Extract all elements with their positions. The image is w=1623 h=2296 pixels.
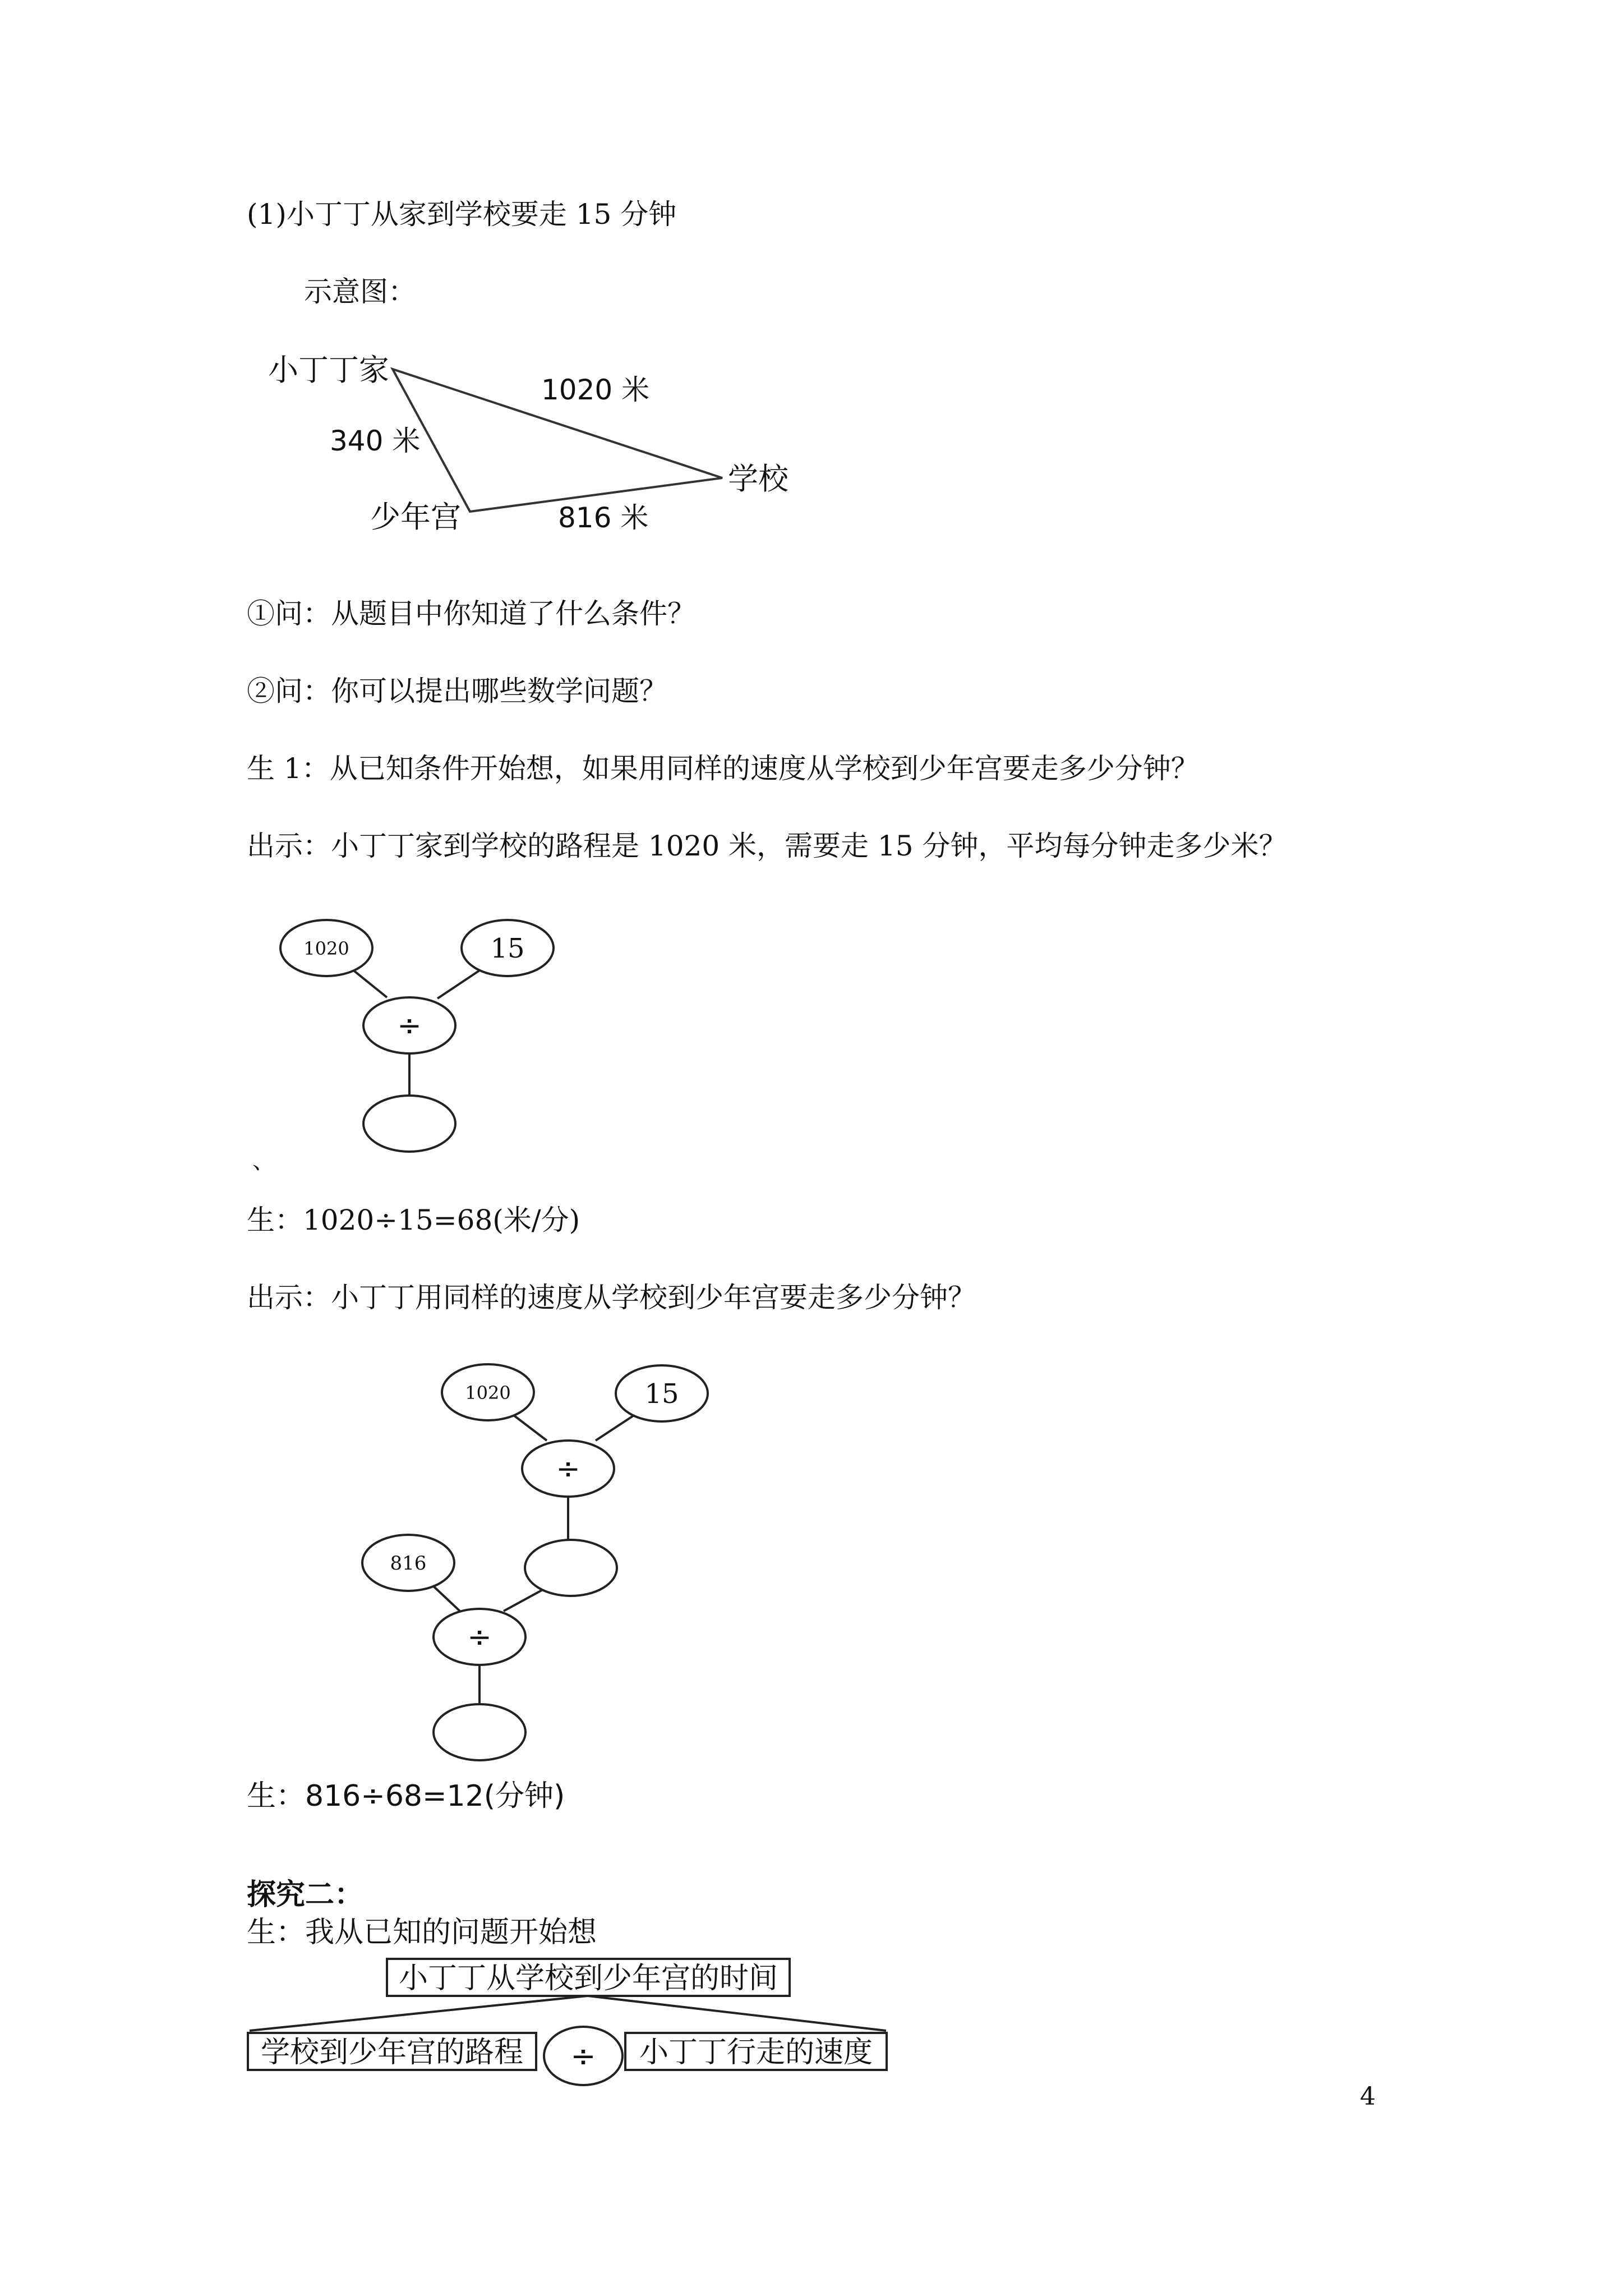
show-1: 出示：小丁丁家到学校的路程是 1020 米，需要走 15 分钟，平均每分钟走多少米？ bbox=[247, 830, 1287, 862]
palace-label: 少年宫 bbox=[370, 499, 461, 535]
page-number: 4 bbox=[1360, 2082, 1376, 2111]
tree2-operator-1: ÷ bbox=[556, 1452, 580, 1486]
tree2-value-1020: 1020 bbox=[465, 1382, 511, 1404]
tree1-value-1020: 1020 bbox=[303, 938, 349, 959]
section-2-title: 探究二： bbox=[247, 1878, 364, 1912]
home-school-distance: 1020 米 bbox=[541, 374, 650, 406]
tree2-value-816: 816 bbox=[390, 1552, 427, 1575]
tree2-value-15: 15 bbox=[644, 1378, 679, 1410]
question-1: ①问：从题目中你知道了什么条件？ bbox=[247, 597, 695, 630]
problem-title: (1)小丁丁从家到学校要走 15 分钟 bbox=[247, 198, 677, 231]
school-label: 学校 bbox=[728, 461, 789, 496]
home-label: 小丁丁家 bbox=[268, 352, 389, 388]
home-palace-distance: 340 米 bbox=[330, 425, 421, 457]
tree1-value-15: 15 bbox=[490, 933, 525, 964]
analysis-left-box: 学校到少年宫的路程 bbox=[247, 2032, 537, 2071]
tree2-operator-2: ÷ bbox=[467, 1621, 492, 1654]
stray-mark: 、 bbox=[252, 1148, 275, 1174]
question-2: ②问：你可以提出哪些数学问题？ bbox=[247, 675, 667, 707]
section-2-student: 生：我从已知的问题开始想 bbox=[247, 1916, 597, 1949]
analysis-right-box: 小丁丁行走的速度 bbox=[624, 2032, 888, 2071]
tree1-operator: ÷ bbox=[397, 1009, 422, 1043]
show-2: 出示：小丁丁用同样的速度从学校到少年宫要走多少分钟？ bbox=[247, 1281, 976, 1314]
palace-school-distance: 816 米 bbox=[558, 501, 649, 534]
analysis-top-box: 小丁丁从学校到少年宫的时间 bbox=[386, 1958, 791, 1997]
answer-1: 生：1020÷15=68(米/分) bbox=[247, 1204, 580, 1236]
student-answer-1: 生 1：从已知条件开始想，如果用同样的速度从学校到少年宫要走多少分钟？ bbox=[247, 752, 1199, 785]
diagram-label: 示意图： bbox=[304, 275, 416, 308]
answer-2: 生：816÷68=12(分钟) bbox=[247, 1779, 565, 1813]
analysis-operator: ÷ bbox=[570, 2039, 596, 2074]
